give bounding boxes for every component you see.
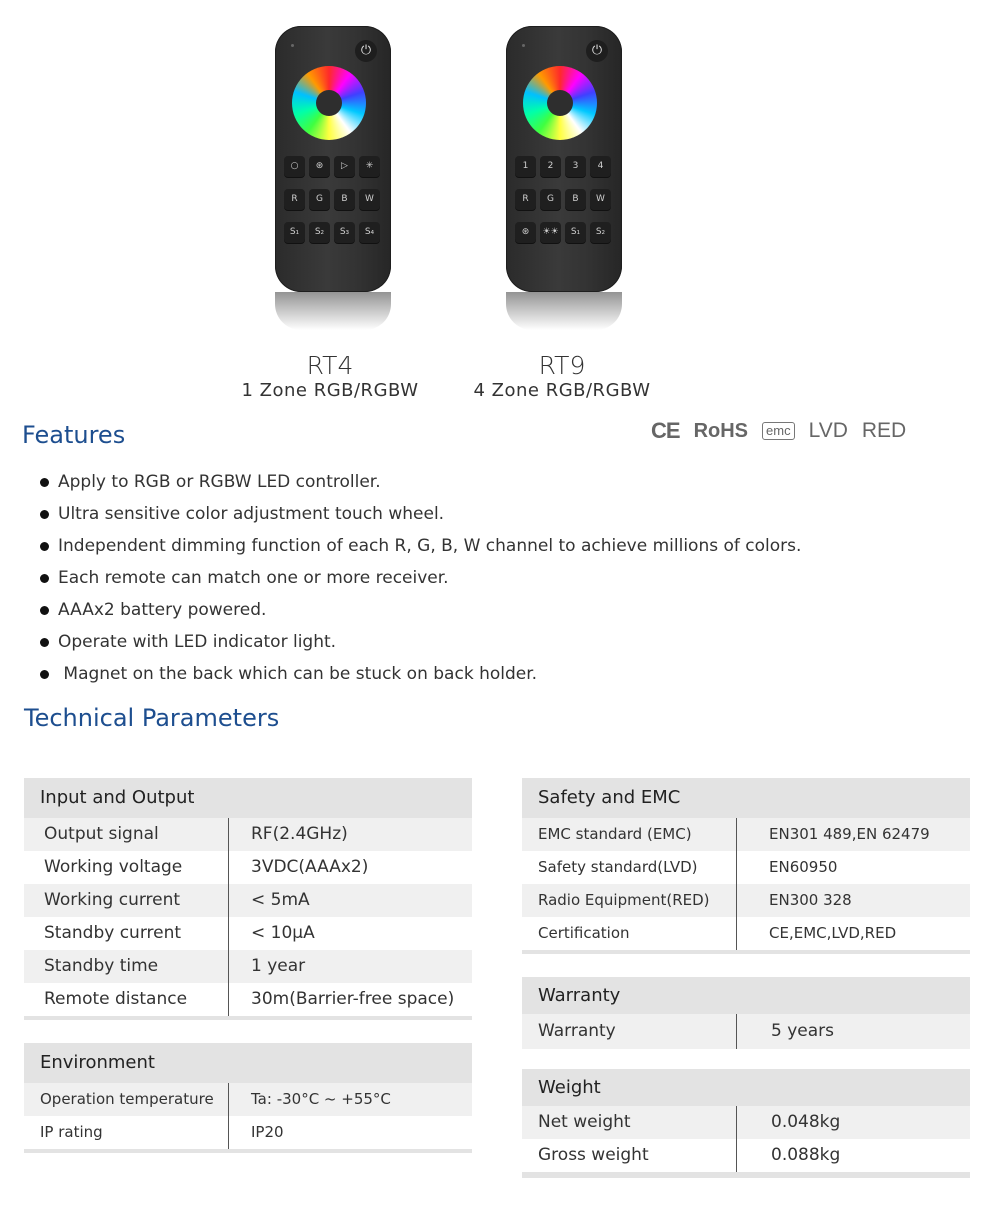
table-row	[24, 884, 472, 917]
table-row	[24, 1083, 472, 1116]
param-value: RF(2.4GHz)	[228, 818, 348, 851]
certification-logos	[651, 418, 906, 444]
remote-key: S₂	[590, 222, 611, 243]
keypad-row	[284, 222, 382, 243]
model-name: RT4	[306, 351, 354, 380]
power-icon: ⏻	[355, 40, 377, 62]
table-footer-rule	[522, 950, 970, 954]
table-footer-rule	[24, 1016, 472, 1020]
table-row	[522, 851, 970, 884]
weight-table	[522, 1069, 970, 1178]
bullet-icon	[40, 638, 49, 647]
feature-text: AAAx2 battery powered.	[58, 600, 267, 620]
rt9-remote-image	[506, 26, 622, 292]
keypad-row	[284, 156, 382, 177]
rt9-caption	[452, 352, 672, 402]
param-value: 30m(Barrier-free space)	[228, 983, 454, 1016]
table-row	[522, 1106, 970, 1139]
param-name: Certification	[538, 924, 630, 942]
param-value: 0.048kg	[736, 1106, 840, 1139]
features-title: Features	[22, 421, 126, 449]
indicator-led	[291, 44, 294, 47]
table-heading: Weight	[522, 1069, 970, 1106]
table-row	[24, 818, 472, 851]
feature-text: Each remote can match one or more receiver.	[58, 568, 449, 588]
lvd-logo: LVD	[808, 419, 848, 442]
remote-key: G	[540, 189, 561, 210]
param-name: Warranty	[538, 1021, 616, 1041]
color-wheel	[523, 66, 597, 140]
color-wheel	[292, 66, 366, 140]
table-heading: Safety and EMC	[522, 778, 970, 818]
param-value: 1 year	[228, 950, 305, 983]
remote-key: 3	[565, 156, 586, 177]
param-value: EN301 489,EN 62479	[736, 818, 930, 851]
param-value: Ta: -30°C ~ +55°C	[228, 1083, 391, 1116]
table-heading: Input and Output	[24, 778, 472, 818]
feature-item	[38, 534, 801, 566]
param-name: Gross weight	[538, 1145, 649, 1165]
table-heading: Environment	[24, 1043, 472, 1083]
table-row	[522, 818, 970, 851]
rt4-reflection	[275, 292, 391, 330]
feature-text: Independent dimming function of each R, G, B, W channel to achieve millions of colors.	[58, 536, 802, 556]
bullet-icon	[40, 574, 49, 583]
feature-item	[38, 470, 801, 502]
bullet-icon	[40, 606, 49, 615]
param-name: Operation temperature	[40, 1090, 214, 1108]
bullet-icon	[40, 510, 49, 519]
remote-key: ☀☀	[540, 222, 561, 243]
feature-item	[38, 598, 801, 630]
indicator-led	[522, 44, 525, 47]
feature-text: Operate with LED indicator light.	[58, 632, 337, 652]
param-value: 3VDC(AAAx2)	[228, 851, 368, 884]
feature-item	[38, 502, 801, 534]
feature-item	[38, 566, 801, 598]
power-icon: ⏻	[586, 40, 608, 62]
remote-key: ▷	[334, 156, 355, 177]
table-row	[24, 1116, 472, 1149]
table-row	[24, 917, 472, 950]
input-output-table	[24, 778, 472, 1020]
model-subtitle: 1 Zone RGB/RGBW	[241, 380, 419, 401]
feature-text: Apply to RGB or RGBW LED controller.	[58, 472, 381, 492]
param-name: Working current	[44, 890, 181, 910]
table-row	[24, 983, 472, 1016]
table-row	[24, 950, 472, 983]
features-list	[38, 470, 801, 694]
param-value: EN60950	[736, 851, 837, 884]
remote-key: S₂	[309, 222, 330, 243]
rt4-remote-image	[275, 26, 391, 292]
remote-key: B	[565, 189, 586, 210]
table-row	[522, 884, 970, 917]
rohs-logo: RoHS	[693, 419, 749, 442]
param-value: CE,EMC,LVD,RED	[736, 917, 896, 950]
param-value: IP20	[228, 1116, 284, 1149]
technical-parameters-title: Technical Parameters	[24, 704, 280, 732]
table-row	[24, 851, 472, 884]
model-subtitle: 4 Zone RGB/RGBW	[473, 380, 651, 401]
emc-logo: emc	[762, 422, 795, 440]
bullet-icon	[40, 670, 49, 679]
param-name: Remote distance	[44, 989, 188, 1009]
param-value: < 5mA	[228, 884, 310, 917]
param-name: Standby time	[44, 956, 159, 976]
feature-text: Ultra sensitive color adjustment touch wheel.	[58, 504, 445, 524]
param-value: EN300 328	[736, 884, 852, 917]
feature-item	[38, 630, 801, 662]
param-name: Output signal	[44, 824, 159, 844]
param-name: Safety standard(LVD)	[538, 858, 698, 876]
remote-key: 4	[590, 156, 611, 177]
remote-key: 1	[515, 156, 536, 177]
ce-logo: CE	[651, 418, 680, 443]
feature-item	[38, 662, 801, 694]
table-footer-rule	[24, 1149, 472, 1153]
remote-key: ✳	[359, 156, 380, 177]
bullet-icon	[40, 478, 49, 487]
keypad-row	[284, 189, 382, 210]
table-heading: Warranty	[522, 977, 970, 1014]
param-value: < 10μA	[228, 917, 315, 950]
remote-key: S₃	[334, 222, 355, 243]
remote-key: 2	[540, 156, 561, 177]
rt4-caption	[220, 352, 440, 402]
remote-key: G	[309, 189, 330, 210]
table-footer-rule	[522, 1172, 970, 1178]
rt9-keypad	[515, 156, 613, 255]
red-logo: RED	[861, 419, 907, 442]
remote-key: B	[334, 189, 355, 210]
remote-key: W	[359, 189, 380, 210]
param-value: 0.088kg	[736, 1139, 840, 1172]
remote-key: S₁	[565, 222, 586, 243]
remote-key: R	[515, 189, 536, 210]
bullet-icon	[40, 542, 49, 551]
model-name: RT9	[538, 351, 586, 380]
remote-key: S₁	[284, 222, 305, 243]
param-name: Net weight	[538, 1112, 631, 1132]
remote-key: W	[590, 189, 611, 210]
rt4-keypad	[284, 156, 382, 255]
remote-key: ○	[284, 156, 305, 177]
param-name: Working voltage	[44, 857, 183, 877]
param-value: 5 years	[736, 1014, 834, 1049]
remote-key: R	[284, 189, 305, 210]
table-row	[522, 1014, 970, 1049]
environment-table	[24, 1043, 472, 1153]
table-row	[522, 917, 970, 950]
feature-text: Magnet on the back which can be stuck on back holder.	[58, 664, 538, 684]
param-name: Radio Equipment(RED)	[538, 891, 710, 909]
remote-key: S₄	[359, 222, 380, 243]
remote-key: ⊛	[309, 156, 330, 177]
table-row	[522, 1139, 970, 1172]
rt9-reflection	[506, 292, 622, 330]
keypad-row	[515, 156, 613, 177]
keypad-row	[515, 189, 613, 210]
param-name: IP rating	[40, 1123, 103, 1141]
warranty-table	[522, 977, 970, 1049]
param-name: Standby current	[44, 923, 182, 943]
remote-key: ⊛	[515, 222, 536, 243]
param-name: EMC standard (EMC)	[538, 825, 692, 843]
keypad-row	[515, 222, 613, 243]
safety-emc-table	[522, 778, 970, 954]
